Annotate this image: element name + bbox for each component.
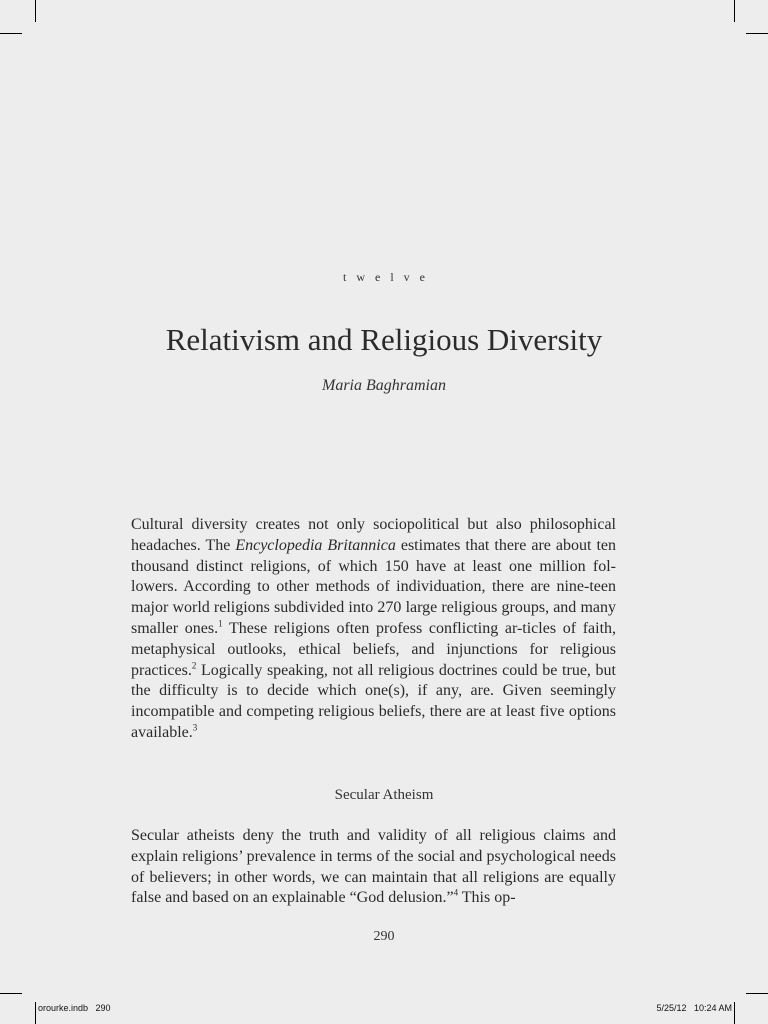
- encyclopedia-title: Encyclopedia Britannica: [235, 536, 396, 554]
- chapter-title: Relativism and Religious Diversity: [165, 322, 603, 357]
- footnote-ref-1: 1: [218, 618, 223, 629]
- page-number: 290: [373, 929, 395, 944]
- crop-mark-top-right-horizontal: [746, 33, 768, 34]
- crop-mark-bottom-left-vertical: [35, 1002, 36, 1024]
- intro-text-a: Cultural diversity creates not only sociopolitical but also philosophical headaches. The: [131, 516, 616, 554]
- intro-text-d: Logically speaking, not all religious doctrines could be true, but the difficulty is to decide which one(s), if any, are. Given seemingly incompatible and competing religious beliefs, there are at least five options available.: [131, 661, 616, 741]
- crop-mark-bottom-right-vertical: [734, 1002, 735, 1024]
- atheism-text-a: Secular atheists deny the truth and validity of all religious claims and explain religions’ prevalence in terms of the social and psychological needs of believers; in other words, we can maintain that all religions are equally false and based on an explainable “God delusion.”: [131, 827, 616, 907]
- intro-text-c: These religions often profess conflicting ar-ticles of faith, metaphysical outlooks, ethical beliefs, and injunctions for religious practices.: [131, 619, 617, 679]
- section-heading: Secular Atheism: [334, 787, 434, 803]
- footnote-ref-4: 4: [453, 888, 459, 899]
- slug-filename: orourke.indb 290: [38, 1003, 111, 1013]
- footnote-ref-2: 2: [191, 660, 197, 671]
- crop-mark-bottom-left-horizontal: [0, 993, 22, 994]
- crop-mark-top-left-vertical: [35, 0, 36, 22]
- crop-mark-bottom-right-horizontal: [746, 993, 768, 994]
- slug-timestamp: 5/25/12 10:24 AM: [656, 1003, 732, 1013]
- chapter-author: Maria Baghramian: [322, 377, 446, 394]
- intro-paragraph: [131, 515, 616, 744]
- footnote-ref-3: 3: [192, 722, 198, 733]
- atheism-text-b: This op-: [458, 889, 516, 907]
- intro-text-b: estimates that there are about ten thousand distinct religions, of which 150 have at least one million fol-lowers. According to other methods of individuation, there are nine-teen major world religions subdivided into 270 large religious groups, and many smaller ones.: [131, 536, 616, 637]
- atheism-paragraph: [131, 826, 616, 909]
- crop-mark-top-right-vertical: [734, 0, 735, 22]
- chapter-number-label: twelve: [343, 270, 435, 284]
- crop-mark-top-left-horizontal: [0, 33, 22, 34]
